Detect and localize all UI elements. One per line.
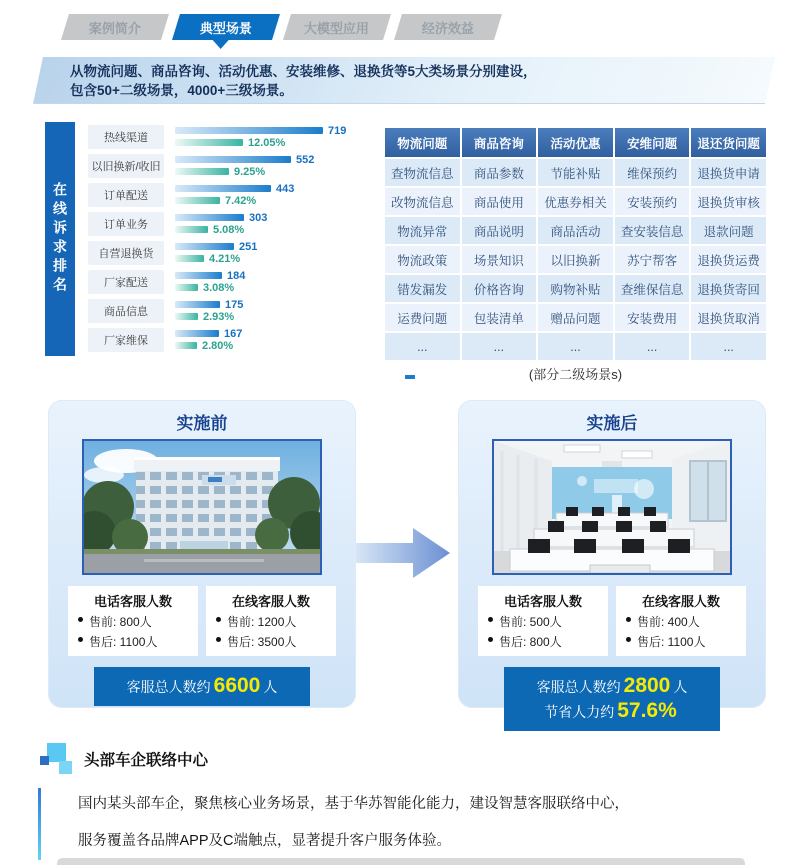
count-bar xyxy=(175,214,244,221)
chart-category-label: 自营退换货 xyxy=(88,241,164,265)
after-photo-call-center xyxy=(492,439,732,575)
table-caption: (部分二级场景s) xyxy=(528,367,623,382)
table-cell: 商品使用 xyxy=(462,188,537,215)
total-line xyxy=(504,699,720,724)
total-line xyxy=(504,674,720,699)
stat-item: 售后: 1100人 xyxy=(622,633,740,650)
table-cell: 退换货审核 xyxy=(691,188,766,215)
total-suffix: 人 xyxy=(673,679,688,695)
count-bar-line xyxy=(175,183,294,194)
count-bar-line xyxy=(175,299,243,310)
chart-row xyxy=(75,296,385,325)
table-cell: 退换货运费 xyxy=(691,246,766,273)
table-cell: 优惠券相关 xyxy=(538,188,613,215)
secondary-scene-table xyxy=(385,128,766,360)
total-value-highlight: 2800 xyxy=(623,674,671,697)
total-prefix: 节省人力约 xyxy=(544,704,615,720)
table-header-cell: 物流问题 xyxy=(385,128,460,157)
chart-row xyxy=(75,325,385,354)
table-cell: 安装费用 xyxy=(615,304,690,331)
table-cell: 节能补贴 xyxy=(538,159,613,186)
percent-value: 2.80% xyxy=(202,339,234,352)
percent-value: 12.05% xyxy=(248,136,286,149)
total-prefix: 客服总人数约 xyxy=(536,679,621,695)
stat-item: 售前: 1200人 xyxy=(212,613,330,630)
table-cell: ... xyxy=(385,333,460,360)
table-cell: 退换货寄回 xyxy=(691,275,766,302)
table-cell: 商品活动 xyxy=(538,217,613,244)
count-value: 167 xyxy=(224,327,243,340)
chart-category-label: 热线渠道 xyxy=(88,125,164,149)
percent-bar xyxy=(175,226,208,233)
count-value: 184 xyxy=(227,269,246,282)
total-line xyxy=(94,674,310,699)
chart-bar-pair xyxy=(175,328,242,351)
percent-bar-line xyxy=(175,311,243,322)
chart-category-label: 订单业务 xyxy=(88,212,164,236)
stat-item: 售前: 800人 xyxy=(74,613,192,630)
count-bar-line xyxy=(175,270,245,281)
table-cell: ... xyxy=(615,333,690,360)
total-value-highlight: 6600 xyxy=(213,674,261,697)
chart-row xyxy=(75,238,385,267)
chart-row xyxy=(75,209,385,238)
percent-value: 5.08% xyxy=(213,223,245,236)
total-value-highlight: 57.6% xyxy=(617,699,677,722)
count-bar-line xyxy=(175,241,257,252)
stat-title: 在线客服人数 xyxy=(231,594,310,609)
stat-title: 在线客服人数 xyxy=(641,594,720,609)
building-exterior-illustration xyxy=(84,441,320,573)
count-value: 443 xyxy=(276,182,295,195)
chart-row xyxy=(75,267,385,296)
table-cell: 场景知识 xyxy=(462,246,537,273)
table-cell: 维保预约 xyxy=(615,159,690,186)
count-value: 251 xyxy=(239,240,258,253)
chart-bar-pair xyxy=(175,212,267,235)
stat-item: 售前: 500人 xyxy=(484,613,602,630)
next-section-edge xyxy=(57,858,745,865)
table-cell: ... xyxy=(462,333,537,360)
mini-dash-icon xyxy=(405,375,415,379)
before-photo-building-exterior xyxy=(82,439,322,575)
footer-paragraph xyxy=(78,786,768,860)
count-bar-line xyxy=(175,212,267,223)
table-cell: ... xyxy=(538,333,613,360)
percent-bar-line xyxy=(175,282,245,293)
section-bullet-icon xyxy=(38,742,72,776)
table-cell: 查安装信息 xyxy=(615,217,690,244)
table-cell: 价格咨询 xyxy=(462,275,537,302)
online-appeal-chart xyxy=(45,122,385,356)
chart-bar-pair xyxy=(175,241,257,264)
call-center-interior-illustration xyxy=(494,441,730,573)
chart-row xyxy=(75,180,385,209)
percent-bar-line xyxy=(175,340,242,351)
scenario-banner xyxy=(38,57,770,104)
table-cell: 苏宁帮客 xyxy=(615,246,690,273)
chart-category-label: 以旧换新/收旧 xyxy=(88,154,164,178)
count-bar-line xyxy=(175,125,346,136)
table-header-cell: 退还货问题 xyxy=(691,128,766,157)
percent-bar-line xyxy=(175,166,314,177)
percent-bar xyxy=(175,197,220,204)
table-cell: 查维保信息 xyxy=(615,275,690,302)
chart-bar-pair xyxy=(175,270,245,293)
chart-bar-pair xyxy=(175,125,346,148)
table-cell: 购物补贴 xyxy=(538,275,613,302)
before-stat-box xyxy=(68,586,198,656)
percent-bar xyxy=(175,342,197,349)
tab-llm-application[interactable] xyxy=(283,14,391,40)
count-bar-line xyxy=(175,154,314,165)
after-stat-box xyxy=(616,586,746,656)
after-total-banner xyxy=(504,667,720,731)
paragraph-accent-line xyxy=(38,788,41,860)
table-cell: 商品参数 xyxy=(462,159,537,186)
count-value: 175 xyxy=(225,298,244,311)
table-cell: 物流异常 xyxy=(385,217,460,244)
chart-category-label: 订单配送 xyxy=(88,183,164,207)
chart-category-label: 商品信息 xyxy=(88,299,164,323)
table-header-cell: 安维问题 xyxy=(615,128,690,157)
percent-bar-line xyxy=(175,253,257,264)
tab-case-intro[interactable] xyxy=(61,14,169,40)
percent-bar xyxy=(175,313,198,320)
table-cell: 商品说明 xyxy=(462,217,537,244)
percent-value: 3.08% xyxy=(203,281,235,294)
percent-value: 4.21% xyxy=(209,252,241,265)
banner-line2: 包含50+二级场景，4000+三级场景。 xyxy=(70,83,293,98)
tab-label: 大模型应用 xyxy=(304,20,370,36)
table-cell: 退换货申请 xyxy=(691,159,766,186)
table-cell: 包装清单 xyxy=(462,304,537,331)
count-bar xyxy=(175,243,234,250)
percent-value: 9.25% xyxy=(234,165,266,178)
chart-bar-pair xyxy=(175,299,243,322)
chart-bar-pair xyxy=(175,183,294,206)
table-header-cell: 商品咨询 xyxy=(462,128,537,157)
stat-item: 售后: 800人 xyxy=(484,633,602,650)
chart-rows xyxy=(75,122,385,354)
total-suffix: 人 xyxy=(263,679,278,695)
transition-arrow-icon xyxy=(356,526,452,580)
tab-economic-benefits[interactable] xyxy=(394,14,502,40)
percent-value: 2.93% xyxy=(203,310,235,323)
before-total-banner xyxy=(94,667,310,706)
after-stats xyxy=(478,586,746,656)
active-tab-notch xyxy=(213,40,229,49)
stat-item: 售后: 1100人 xyxy=(74,633,192,650)
table-cell: 赠品问题 xyxy=(538,304,613,331)
footer-paragraph-line2: 服务覆盖各品牌APP及C端触点，显著提升客户服务体验。 xyxy=(78,833,451,849)
before-card-title: 实施前 xyxy=(176,414,228,433)
table-cell: 改物流信息 xyxy=(385,188,460,215)
count-bar xyxy=(175,156,291,163)
table-cell: 退款问题 xyxy=(691,217,766,244)
tab-bar xyxy=(65,14,498,40)
tab-label: 经济效益 xyxy=(421,20,474,36)
stat-title: 电话客服人数 xyxy=(93,594,172,609)
percent-bar-line xyxy=(175,137,346,148)
count-bar xyxy=(175,301,220,308)
banner-line1: 从物流问题、商品咨询、活动优惠、安装维修、退换货等5大类场景分别建设， xyxy=(70,64,537,79)
count-bar xyxy=(175,127,323,134)
count-value: 303 xyxy=(249,211,268,224)
table-cell: 查物流信息 xyxy=(385,159,460,186)
footer-heading: 头部车企联络中心 xyxy=(84,752,209,769)
after-stat-box xyxy=(478,586,608,656)
before-card xyxy=(48,400,356,708)
table-cell: 错发漏发 xyxy=(385,275,460,302)
count-bar-line xyxy=(175,328,242,339)
tab-typical-scenarios[interactable] xyxy=(172,14,280,40)
count-value: 719 xyxy=(328,124,347,137)
percent-bar-line xyxy=(175,224,267,235)
table-cell: 以旧换新 xyxy=(538,246,613,273)
table-cell: 运费问题 xyxy=(385,304,460,331)
table-cell: 物流政策 xyxy=(385,246,460,273)
count-value: 552 xyxy=(296,153,315,166)
percent-bar xyxy=(175,139,243,146)
after-card-title: 实施后 xyxy=(586,414,638,433)
count-bar xyxy=(175,272,222,279)
percent-bar xyxy=(175,284,198,291)
chart-bar-pair xyxy=(175,154,314,177)
stat-item: 售后: 3500人 xyxy=(212,633,330,650)
chart-row xyxy=(75,122,385,151)
table-cell: 安装预约 xyxy=(615,188,690,215)
total-prefix: 客服总人数约 xyxy=(126,679,211,695)
count-bar xyxy=(175,330,219,337)
before-stats xyxy=(68,586,336,656)
percent-bar-line xyxy=(175,195,294,206)
chart-row xyxy=(75,151,385,180)
count-bar xyxy=(175,185,271,192)
table-cell: 退换货取消 xyxy=(691,304,766,331)
table-header-cell: 活动优惠 xyxy=(538,128,613,157)
percent-bar xyxy=(175,255,204,262)
stat-item: 售前: 400人 xyxy=(622,613,740,630)
tab-label: 案例简介 xyxy=(88,20,141,36)
chart-title-vertical: 在线诉求排名 xyxy=(45,122,75,356)
percent-value: 7.42% xyxy=(225,194,257,207)
table-cell: ... xyxy=(691,333,766,360)
chart-category-label: 厂家配送 xyxy=(88,270,164,294)
after-card xyxy=(458,400,766,722)
tab-label: 典型场景 xyxy=(199,20,252,36)
footer-paragraph-line1: 国内某头部车企，聚焦核心业务场景，基于华苏智能化能力，建设智慧客服联络中心， xyxy=(78,796,629,812)
before-stat-box xyxy=(206,586,336,656)
percent-bar xyxy=(175,168,229,175)
stat-title: 电话客服人数 xyxy=(503,594,582,609)
chart-category-label: 厂家维保 xyxy=(88,328,164,352)
